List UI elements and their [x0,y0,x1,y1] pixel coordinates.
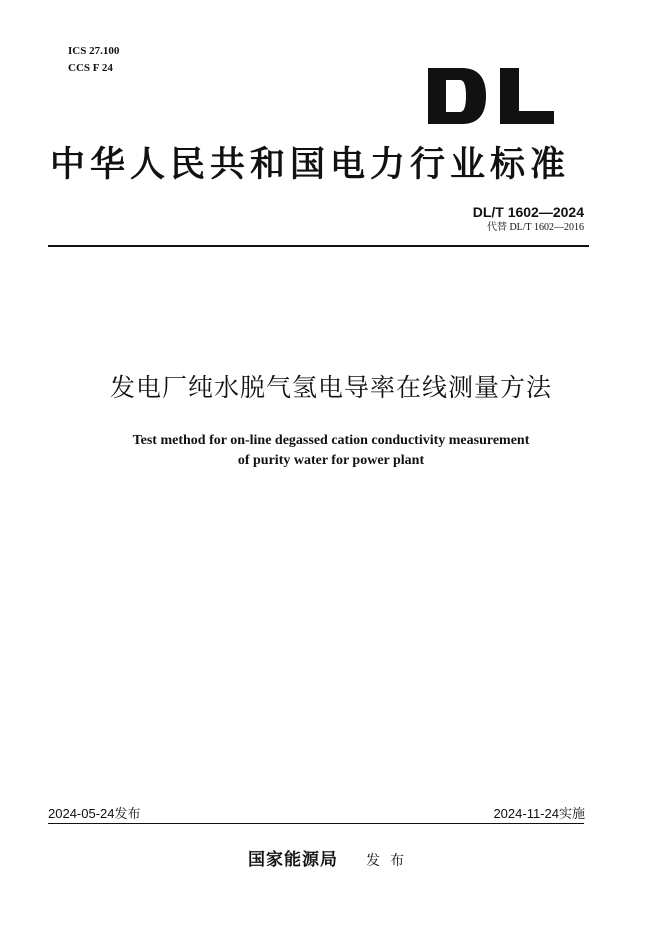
dl-logo [424,66,556,126]
english-title [0,431,662,471]
header-divider [48,245,589,247]
footer-divider [48,823,584,824]
english-title-line-1: Test method for on-line degassed cation conductivity measurement [132,433,530,448]
standard-number: DL/T 1602—2024 [472,204,584,220]
chinese-title: 发电厂纯水脱气氢电导率在线测量方法 [109,373,552,402]
replaces-standard: 代替 DL/T 1602—2016 [486,222,584,233]
publish-date: 2024-05-24发布 [48,806,141,821]
ics-code: ICS 27.100 [68,45,120,57]
issuer-line [0,848,662,872]
standard-category-title: 中华人民共和国电力行业标准 [50,144,571,185]
effective-date: 2024-11-24实施 [493,806,585,821]
ccs-code: CCS F 24 [68,62,113,74]
english-title-line-2: of purity water for power plant [237,453,425,468]
issuer-organization: 国家能源局 [248,850,338,870]
issuer-action: 发布 [366,852,414,868]
